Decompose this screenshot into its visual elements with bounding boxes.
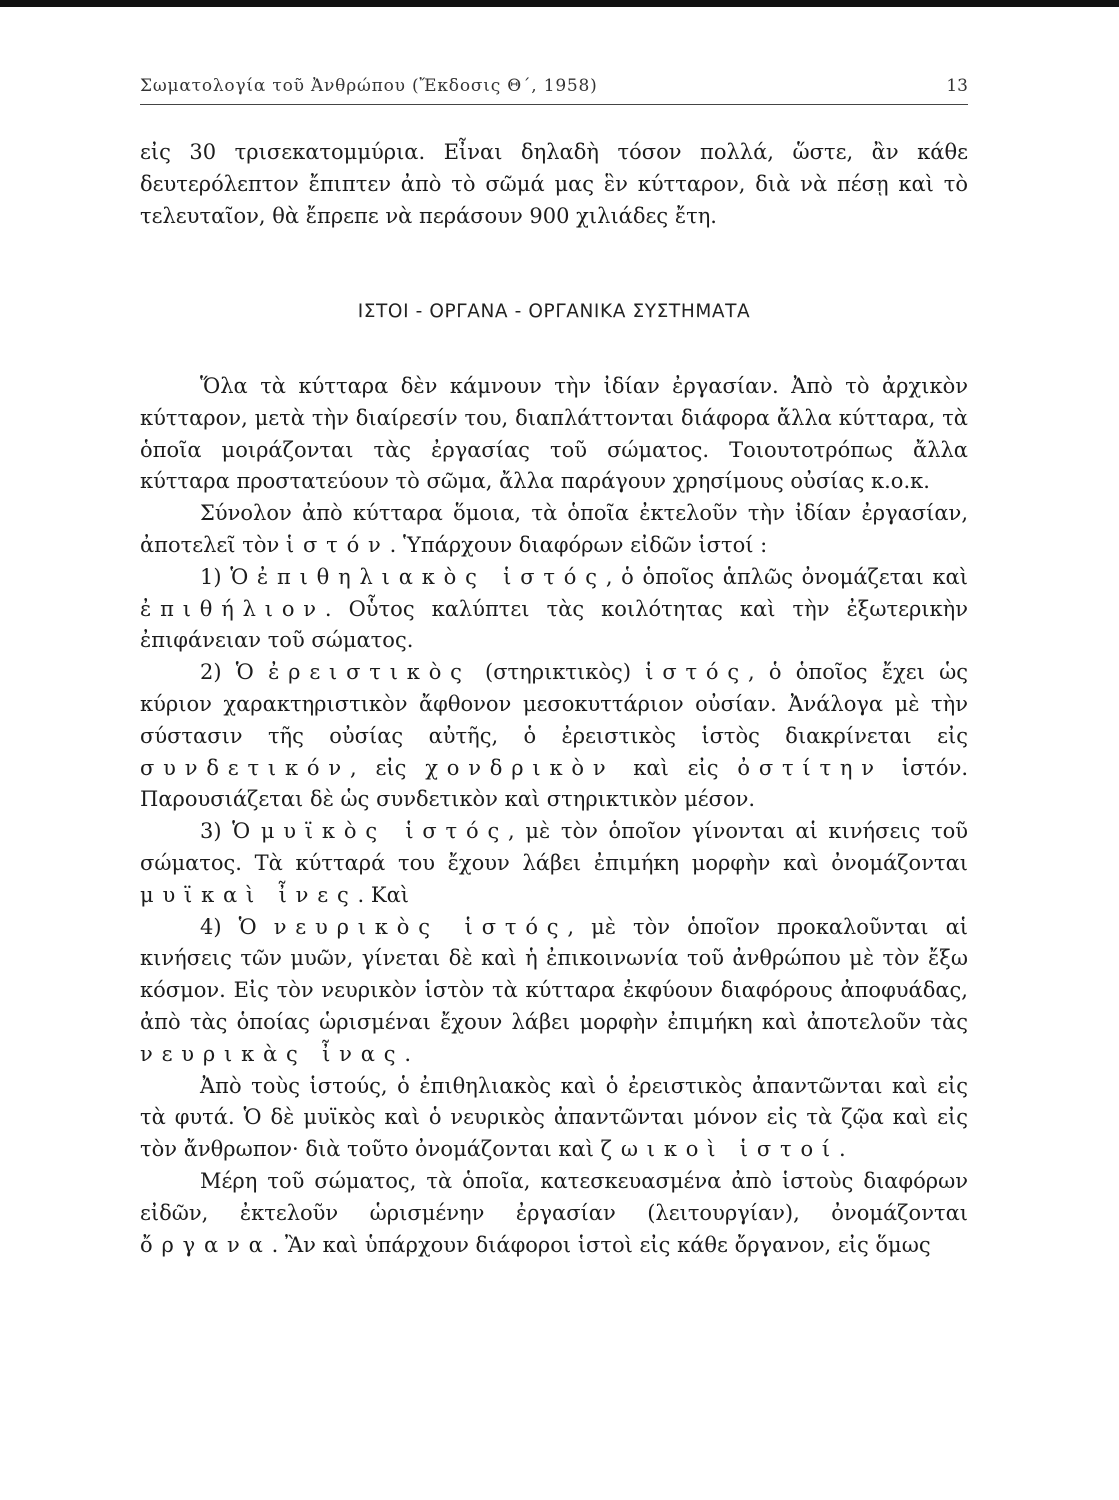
scan-edge [0, 0, 1119, 7]
spaced-term: ἱστόν [285, 532, 390, 557]
spaced-term: ἐπιθηλιακὸς ἱστός [256, 564, 606, 589]
page-number: 13 [946, 76, 968, 96]
spaced-term: χονδρικὸν [425, 755, 615, 780]
list-item-muscular [140, 816, 968, 911]
body-text [140, 371, 968, 1261]
text-run: , ὁ ὁποῖος ἁπλῶς ὀνομάζεται καὶ [605, 564, 968, 589]
item-number: 3) Ὁ [200, 819, 251, 844]
item-number: 1) Ὁ [200, 564, 249, 589]
section-heading: ΙΣΤΟΙ - ΟΡΓΑΝΑ - ΟΡΓΑΝΙΚΑ ΣΥΣΤΗΜΑΤΑ [357, 301, 751, 322]
text-run: Μέρη τοῦ σώματος, τὰ ὁποῖα, κατεσκευασμένα ἀπὸ ἱστοὺς διαφόρων εἰδῶν, ἐκτελοῦν ὡρισμένην ἐργασίαν (λειτουργίαν), ὀνομάζονται [140, 1168, 968, 1225]
text-run: . Οὗτος καλύπτει τὰς κοιλότητας καὶ τὴν ἐξωτερικὴν ἐπιφάνειαν τοῦ σώματος. [140, 596, 968, 653]
text-run: . [404, 1041, 412, 1066]
text-run: Ἀπὸ τοὺς ἱστούς, ὁ ἐπιθηλιακὸς καὶ ὁ ἐρειστικὸς ἀπαντῶνται καὶ εἰς τὰ φυτά. Ὁ δὲ μυϊκὸς καὶ ὁ νευρικὸς ἀπαντῶνται μόνον εἰς τὰ ζῷα καὶ εἰς τὸν ἄνθρωπον· διὰ τοῦτο ὀνομάζονται καὶ [140, 1073, 968, 1162]
spaced-term: ἱστός [645, 660, 748, 685]
text-run: . Ὑπάρχουν διαφόρων εἰδῶν ἱστοί : [389, 532, 768, 557]
text-run: , εἰς [349, 755, 407, 780]
spaced-term: μυϊκὸς ἱστός [260, 819, 509, 844]
text-run: . Ἂν καὶ ὑπάρχουν διάφοροι ἱστοὶ εἰς κάθε ὄργανον, εἰς ὅμως [271, 1232, 931, 1257]
spaced-term: ὀστίτην [737, 755, 883, 780]
text-run: (στηρικτικὸς) [485, 660, 632, 685]
spaced-term: νευρικὰς ἶνας [140, 1041, 405, 1066]
intro-text [140, 137, 968, 232]
text-run: καὶ εἰς [633, 755, 719, 780]
spaced-term: συνδετικόν [140, 755, 350, 780]
spaced-term: ἐρειστικὸς [268, 660, 471, 685]
spaced-term: νευρικὸς ἱστός [273, 914, 568, 939]
text-run: . [838, 1137, 846, 1162]
list-item-nervous [140, 912, 968, 1071]
spaced-term: ἐπιθήλιον [140, 596, 325, 621]
text-run: Σύνολον ἀπὸ κύτταρα ὅμοια, τὰ ὁποῖα ἐκτελοῦν τὴν ἰδίαν ἐργασίαν, ἀποτελεῖ τὸν [140, 501, 968, 557]
running-title: Σωματολογία τοῦ Ἀνθρώπου (Ἔκδοσις Θ΄, 1958) [140, 76, 598, 96]
spaced-term: ζωικοὶ ἱστοί [600, 1137, 839, 1162]
item-number: 4) Ὁ [200, 914, 257, 939]
text-run: ἱστόν. Παρουσιάζεται δὲ ὡς συνδετικὸν καὶ στηρικτικὸν μέσον. [140, 755, 969, 812]
text-run: , μὲ τὸν ὁποῖον γίνονται αἱ κινήσεις τοῦ σώματος. Τὰ κύτταρά του ἔχουν λάβει ἐπιμήκη μορφὴν καὶ ὀνομάζονται [140, 819, 968, 875]
text-run: . Καὶ [357, 882, 409, 907]
item-number: 2) Ὁ [200, 660, 254, 685]
spaced-term: μυϊκαὶ ἶνες [140, 882, 358, 907]
spaced-term: ὄργανα [140, 1232, 272, 1257]
list-item-supporting [140, 657, 968, 816]
paragraph-cells: Ὅλα τὰ κύτταρα δὲν κάμνουν τὴν ἰδίαν ἐργασίαν. Ἀπὸ τὸ ἀρχικὸν κύτταρον, μετὰ τὴν διαίρεσίν του, διαπλάττονται διάφορα ἄλλα κύτταρα, τὰ ὁποῖα μοιράζονται τὰς ἐργασίας τοῦ σώματος. Τοιουτοτρόπως ἄλλα κύτταρα προστατεύουν τὸ σῶμα, ἄλλα παράγουν χρησίμους οὐσίας κ.ο.κ. [140, 374, 968, 494]
text-run: , ὁ ὁποῖος ἔχει ὡς κύριον χαρακτηριστικὸν ἄφθονον μεσοκυττάριον οὐσίαν. Ἀνάλογα μὲ τὴν σύστασιν τῆς οὐσίας αὐτῆς, ὁ ἐρειστικὸς ἱστὸς διακρίνεται εἰς [140, 660, 968, 748]
intro-paragraph: εἰς 30 τρισεκατομμύρια. Εἶναι δηλαδὴ τόσον πολλά, ὥστε, ἂν κάθε δευτερόλεπτον ἔπιπτεν ἀπὸ τὸ σῶμά μας ἓν κύτταρον, διὰ νὰ πέσῃ καὶ τὸ τελευταῖον, θὰ ἔπρεπε νὰ περάσουν 900 χιλιάδες ἔτη. [140, 140, 968, 228]
paragraph-organs [140, 1166, 968, 1261]
text-run: , μὲ τὸν ὁποῖον προκαλοῦνται αἱ κινήσεις τῶν μυῶν, γίνεται δὲ καὶ ἡ ἐπικοινωνία τοῦ ἀνθρώπου μὲ τὸν ἔξω κόσμον. Εἰς τὸν νευρικὸν ἱστὸν τὰ κύτταρα ἐκφύουν διαφόρους ἀποφυάδας, ἀπὸ τὰς ὁποίας ὡρισμέναι ἔχουν λάβει μορφὴν ἐπιμήκη καὶ ἀποτελοῦν τὰς [140, 914, 968, 1034]
paragraph-tissue-distribution [140, 1071, 968, 1166]
paragraph-tissue-definition [140, 498, 968, 562]
running-header [140, 74, 968, 105]
list-item-epithelial [140, 562, 968, 657]
